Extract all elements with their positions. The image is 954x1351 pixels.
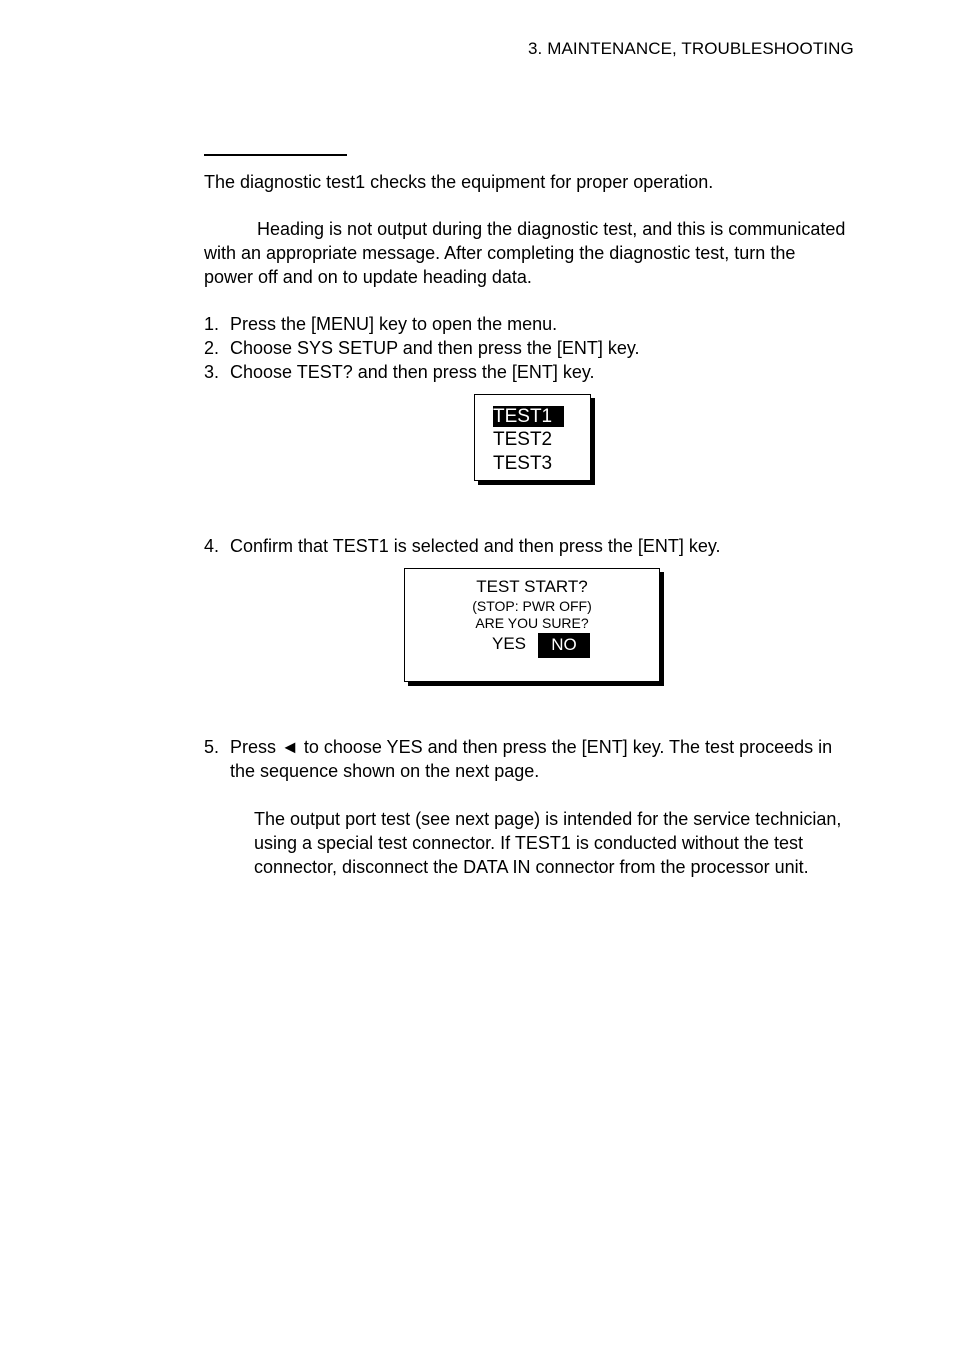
menu-item-label: TEST1: [493, 406, 564, 427]
step-text: Confirm that TEST1 is selected and then press the [ENT] key.: [230, 536, 721, 556]
menu-item-test1[interactable]: [493, 405, 564, 428]
note-line-1: Heading is not output during the diagnostic test, and this is communicated: [257, 219, 846, 239]
no-option[interactable]: NO: [538, 633, 590, 658]
step-text: Choose TEST? and then press the [ENT] key.: [230, 362, 595, 382]
step-number: 5.: [204, 737, 220, 757]
step-number: 3.: [204, 362, 220, 382]
step-text: Choose SYS SETUP and then press the [ENT] key.: [230, 338, 640, 358]
dialog-question: ARE YOU SURE?: [475, 615, 589, 631]
menu-item-label: TEST3: [493, 453, 553, 474]
step5-note-line-2: using a special test connector. If TEST1 is conducted without the test: [254, 833, 803, 853]
step-text-line-1: Press ◄ to choose YES and then press the [ENT] key. The test proceeds in: [230, 737, 833, 757]
step5-note-line-1: The output port test (see next page) is intended for the service technician,: [254, 809, 842, 829]
step5-note-line-3: connector, disconnect the DATA IN connector from the processor unit.: [254, 857, 809, 877]
step-number: 1.: [204, 314, 220, 334]
intro-text: The diagnostic test1 checks the equipment for proper operation.: [204, 172, 714, 192]
menu-item-test2[interactable]: [493, 428, 552, 451]
dialog-title: TEST START?: [476, 577, 588, 596]
dialog-subtitle: (STOP: PWR OFF): [472, 598, 592, 614]
step-number: 4.: [204, 536, 220, 556]
confirm-dialog: [404, 568, 660, 682]
step-text: Press the [MENU] key to open the menu.: [230, 314, 558, 334]
yes-option[interactable]: YES: [492, 634, 527, 653]
note-line-2: with an appropriate message. After completing the diagnostic test, turn the: [204, 243, 796, 263]
section-header: 3. MAINTENANCE, TROUBLESHOOTING: [528, 39, 854, 58]
menu-item-label: TEST2: [493, 429, 553, 450]
menu-item-test3[interactable]: [493, 452, 552, 475]
step-number: 2.: [204, 338, 220, 358]
step-5-continuation: the sequence shown on the next page.: [230, 761, 540, 781]
title-underline: [204, 154, 347, 156]
note-line-3: power off and on to update heading data.: [204, 267, 532, 287]
test-menu-box: [474, 394, 591, 481]
